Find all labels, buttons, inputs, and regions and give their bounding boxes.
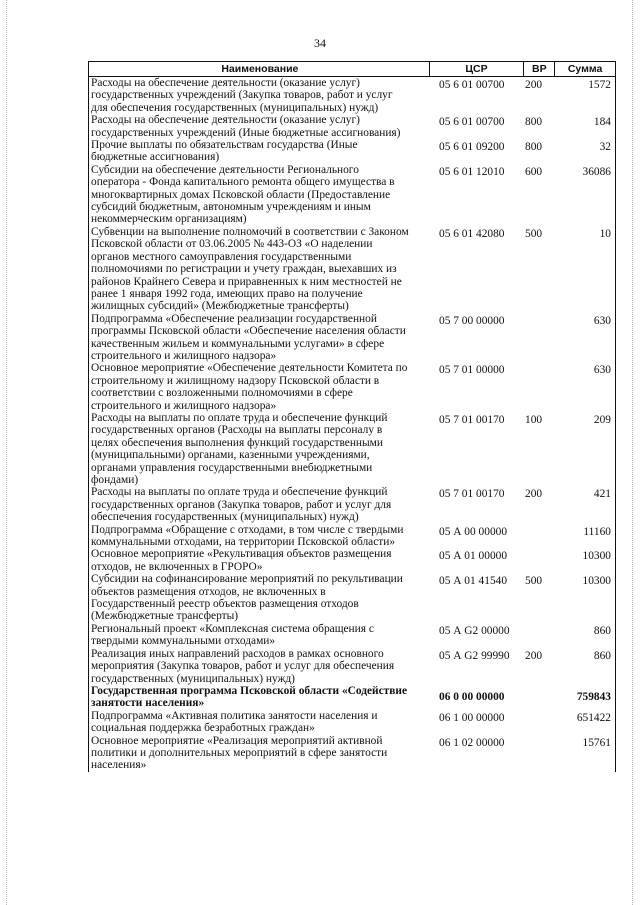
row-vr: 200 bbox=[525, 649, 543, 662]
row-name-line: Основное мероприятие «Обеспечение деятельности Комитета по bbox=[91, 362, 408, 375]
row-name bbox=[89, 226, 431, 313]
row-name bbox=[89, 548, 431, 573]
table-header bbox=[89, 62, 615, 77]
row-name-line: Подпрограмма «Обеспечение реализации государственной bbox=[91, 312, 377, 325]
row-name-line: Субсидии на софинансирование мероприятий по рекультивации bbox=[91, 573, 403, 586]
row-name-line: Расходы на обеспечение деятельности (оказание услуг) bbox=[91, 77, 360, 89]
row-vr: 500 bbox=[525, 575, 543, 588]
row-sum: 11160 bbox=[583, 525, 611, 538]
row-sum: 10300 bbox=[582, 575, 611, 588]
row-csr: 06 1 02 00000 bbox=[439, 736, 505, 749]
row-csr: 05 А G2 99990 bbox=[439, 649, 510, 662]
row-name-line: твердыми коммунальными отходами» bbox=[91, 635, 276, 648]
row-vr bbox=[525, 362, 555, 364]
table-row bbox=[89, 486, 615, 523]
row-name-line: Псковской области от 03.06.2005 № 443-ОЗ «О наделении bbox=[91, 238, 373, 251]
row-vr bbox=[525, 524, 555, 526]
row-sum: 15761 bbox=[582, 736, 611, 749]
table-row bbox=[89, 573, 615, 623]
row-sum: 209 bbox=[593, 413, 611, 426]
row-name-line: органами управления государственными внебюджетными bbox=[91, 461, 373, 474]
row-sum: 32 bbox=[599, 141, 611, 154]
row-name-line: (Межбюджетные трансферты) bbox=[91, 610, 239, 623]
row-vr: 100 bbox=[525, 413, 543, 426]
row-name-line: населения» bbox=[91, 759, 147, 772]
row-name-line: органов местного самоуправления государственными bbox=[91, 250, 352, 263]
row-name bbox=[89, 313, 431, 363]
row-name bbox=[89, 486, 431, 523]
row-sum: 651422 bbox=[576, 711, 611, 724]
row-name bbox=[89, 685, 431, 710]
row-vr bbox=[525, 623, 555, 625]
scan-edge-right bbox=[632, 0, 633, 905]
row-name-line: государственных учреждений (Иные бюджетные ассигнования) bbox=[91, 126, 401, 139]
row-name-line: строительного и жилищного надзора» bbox=[91, 399, 277, 412]
table-row bbox=[89, 524, 615, 549]
table-row bbox=[89, 226, 615, 313]
table-row bbox=[89, 77, 615, 114]
row-name bbox=[89, 412, 431, 486]
header-sum: Сумма bbox=[567, 63, 603, 75]
row-name-line: Субсидии на обеспечение деятельности Регионального bbox=[91, 163, 359, 176]
row-sum: 1572 bbox=[588, 79, 611, 91]
scan-edge-left bbox=[6, 0, 7, 905]
row-name bbox=[89, 362, 431, 412]
row-name-line: субсидий бюджетным, автономным учреждениям и иным bbox=[91, 201, 371, 214]
row-csr: 05 А 00 00000 bbox=[439, 525, 508, 538]
row-sum: 860 bbox=[593, 624, 611, 637]
row-sum: 184 bbox=[593, 116, 611, 129]
row-name-line: Подпрограмма «Активная политика занятости населения и bbox=[91, 709, 378, 722]
row-name-line: некоммерческим организациям) bbox=[91, 213, 247, 226]
row-name-line: для обеспечения государственных (муниципальных) нужд) bbox=[91, 101, 379, 114]
table-row bbox=[89, 648, 615, 685]
row-name-line: коммунальными отходами, на территории Псковской области» bbox=[91, 536, 396, 549]
row-vr: 500 bbox=[525, 227, 543, 240]
row-vr bbox=[525, 710, 555, 712]
row-name-line: строительного и жилищного надзора» bbox=[91, 349, 277, 362]
row-csr: 05 6 01 12010 bbox=[439, 165, 505, 178]
row-vr bbox=[525, 685, 555, 691]
row-name-line: государственных (муниципальных) нужд) bbox=[91, 672, 295, 685]
row-name-line: целях обеспечения выполнения функций государственными bbox=[91, 436, 383, 449]
row-csr: 05 6 01 09200 bbox=[439, 141, 505, 154]
row-name bbox=[89, 77, 431, 114]
row-name-line: Реализация иных направлений расходов в рамках основного bbox=[91, 647, 384, 660]
row-csr: 05 6 01 00700 bbox=[439, 116, 505, 129]
row-name bbox=[89, 524, 431, 549]
row-name-line: районов Крайнего Севера и приравненных к ним местностей не bbox=[91, 275, 402, 288]
row-name-line: оператора - Фонда капитального ремонта общего имущества в bbox=[91, 176, 395, 189]
row-name-line: соответствии с возложенными полномочиями в сфере bbox=[91, 387, 353, 400]
table-row bbox=[89, 114, 615, 139]
row-name-line: государственных органов (Закупка товаров, работ и услуг для bbox=[91, 498, 392, 511]
header-csr: ЦСР bbox=[430, 62, 525, 76]
row-name-line: Субвенции на выполнение полномочий в соответствии с Законом bbox=[91, 225, 409, 238]
table-row bbox=[89, 164, 615, 226]
table-row bbox=[89, 548, 615, 573]
row-name-line: Региональный проект «Комплексная система обращения с bbox=[91, 622, 374, 635]
row-name-line: Расходы на обеспечение деятельности (оказание услуг) bbox=[91, 114, 360, 127]
row-name-line: Государственная программа Псковской области «Содействие bbox=[91, 684, 408, 697]
row-name-line: занятости населения» bbox=[91, 697, 205, 710]
row-name-line: Расходы на выплаты по оплате труда и обеспечение функций bbox=[91, 411, 388, 424]
row-name-line: мероприятия (Закупка товаров, работ и услуг для обеспечения bbox=[91, 660, 395, 673]
row-csr: 06 1 00 00000 bbox=[439, 711, 505, 724]
row-name bbox=[89, 710, 431, 735]
row-name bbox=[89, 573, 431, 623]
row-name-line: строительному и жилищному надзору Псковской области в bbox=[91, 374, 380, 387]
row-csr: 05 6 01 00700 bbox=[439, 79, 505, 91]
row-name-line: Государственный реестр объектов размещения отходов bbox=[91, 598, 359, 611]
row-name bbox=[89, 139, 431, 164]
row-name bbox=[89, 114, 431, 139]
row-sum: 10 bbox=[599, 227, 611, 240]
row-sum: 10300 bbox=[582, 550, 611, 563]
row-vr: 600 bbox=[525, 165, 543, 178]
row-sum: 630 bbox=[593, 314, 611, 327]
row-csr: 05 7 00 00000 bbox=[439, 314, 505, 327]
row-sum: 630 bbox=[593, 364, 611, 377]
row-name-line: жилищных субсидий» (Межбюджетные трансферты) bbox=[91, 300, 349, 313]
row-name-line: отходов, не включенных в ГРОРО» bbox=[91, 560, 263, 573]
table-row bbox=[89, 313, 615, 363]
table-row bbox=[89, 412, 615, 486]
row-name-line: (муниципальными) органами, казенными учреждениями, bbox=[91, 449, 370, 462]
row-vr: 800 bbox=[525, 116, 543, 129]
table-row bbox=[89, 735, 615, 772]
row-name bbox=[89, 164, 431, 226]
row-vr: 200 bbox=[525, 488, 543, 501]
row-vr: 800 bbox=[525, 141, 543, 154]
row-name-line: Прочие выплаты по обязательствам государства (Иные bbox=[91, 139, 358, 152]
row-vr: 200 bbox=[525, 79, 543, 91]
table-row bbox=[89, 685, 615, 710]
row-name bbox=[89, 735, 431, 772]
table-body bbox=[89, 77, 615, 772]
row-name-line: социальная поддержка безработных граждан» bbox=[91, 722, 315, 735]
row-name-line: Подпрограмма «Обращение с отходами, в том числе с твердыми bbox=[91, 523, 404, 536]
row-vr bbox=[525, 313, 555, 315]
row-name-line: Расходы на выплаты по оплате труда и обеспечение функций bbox=[91, 486, 388, 499]
page-number: 34 bbox=[314, 36, 326, 50]
row-csr: 05 7 01 00170 bbox=[439, 413, 505, 426]
row-csr: 05 7 01 00170 bbox=[439, 488, 505, 501]
header-name: Наименование bbox=[89, 62, 430, 76]
row-csr: 06 0 00 00000 bbox=[439, 690, 505, 703]
row-csr: 05 7 01 00000 bbox=[439, 364, 505, 377]
row-name-line: Основное мероприятие «Рекультивация объектов размещения bbox=[91, 548, 392, 561]
row-name-line: политики и дополнительных мероприятий в сфере занятости bbox=[91, 746, 388, 759]
row-csr: 05 А G2 00000 bbox=[439, 624, 510, 637]
row-name-line: фондами) bbox=[91, 474, 139, 486]
row-sum: 759843 bbox=[576, 690, 611, 703]
row-name-line: государственных органов (Расходы на выплаты персоналу в bbox=[91, 424, 383, 437]
row-csr: 05 6 01 42080 bbox=[439, 227, 505, 240]
table-row bbox=[89, 623, 615, 648]
row-vr bbox=[525, 735, 555, 737]
row-name-line: обеспечения государственных (муниципальных) нужд) bbox=[91, 511, 359, 524]
row-name-line: Основное мероприятие «Реализация мероприятий активной bbox=[91, 734, 383, 747]
row-name-line: ранее 1 января 1992 года, имеющих право на получение bbox=[91, 287, 363, 300]
table-row bbox=[89, 362, 615, 412]
row-name-line: полномочиями по регистрации и учету граждан, выехавших из bbox=[91, 263, 397, 276]
row-name-line: объектов размещения отходов, не включенных в bbox=[91, 585, 326, 598]
row-name-line: качественным жильем и коммунальными услугами» в сфере bbox=[91, 337, 385, 350]
row-csr: 05 А 01 00000 bbox=[439, 550, 508, 563]
row-name-line: государственных учреждений (Закупка товаров, работ и услуг bbox=[91, 89, 393, 102]
row-sum: 36086 bbox=[582, 165, 611, 178]
budget-table bbox=[88, 61, 616, 772]
row-name-line: бюджетные ассигнования) bbox=[91, 151, 220, 164]
row-name bbox=[89, 648, 431, 685]
row-name-line: программы Псковской области «Обеспечение населения области bbox=[91, 325, 406, 338]
table-row bbox=[89, 710, 615, 735]
row-name-line: многоквартирных домах Псковской области (Предоставление bbox=[91, 188, 391, 201]
row-csr: 05 А 01 41540 bbox=[439, 575, 508, 588]
row-name bbox=[89, 623, 431, 648]
row-sum: 421 bbox=[593, 488, 611, 501]
header-vr: ВР bbox=[524, 62, 555, 76]
table-row bbox=[89, 139, 615, 164]
row-vr bbox=[525, 548, 555, 550]
row-sum: 860 bbox=[593, 649, 611, 662]
